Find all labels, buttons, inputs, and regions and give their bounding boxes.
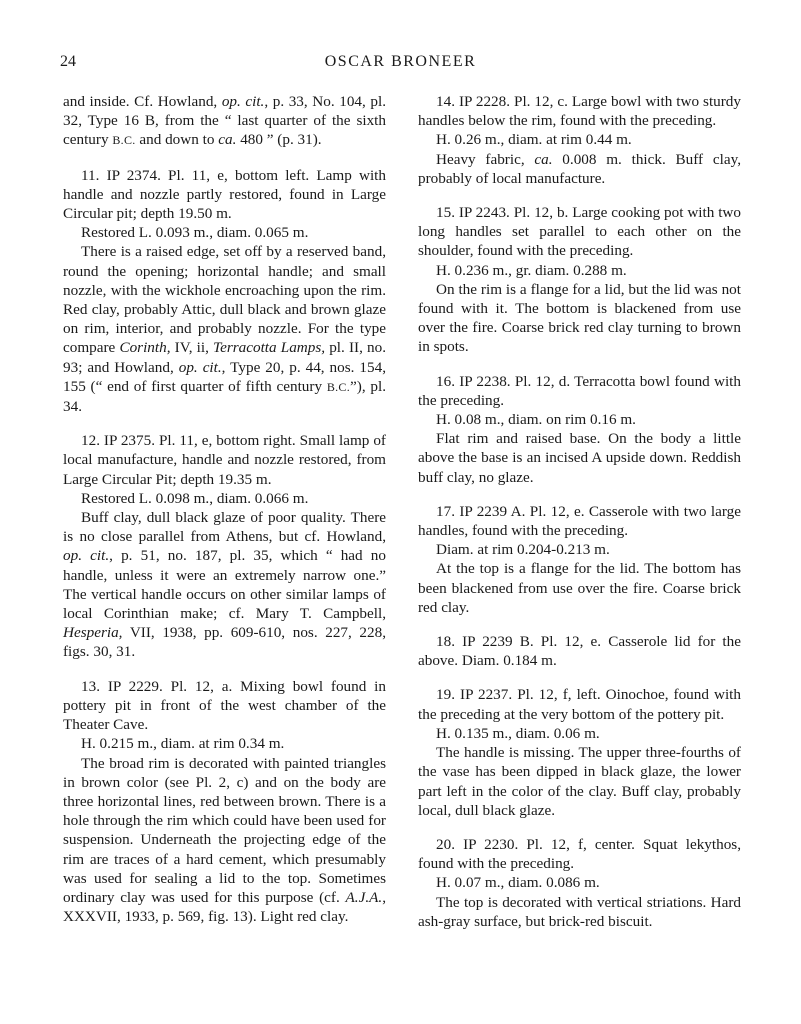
text-run: There is a raised edge, set off by a reserved band, round the opening; horizontal handle; and small nozzle, with the wickhole encroaching upon the rim. Red clay, probably Attic, dull black and brown glaze on rim, interior, and probably nozzle. For the type compare xyxy=(63,243,386,357)
entry-description: The handle is missing. The upper three-fourths of the vase has been dipped in black glaze, the lower part left in the color of the clay. Buff clay, probably local, dull black glaze. xyxy=(418,744,741,819)
smallcaps-run: B.C. xyxy=(112,133,136,148)
entry-heading: 20. IP 2230. Pl. 12, f, center. Squat lekythos, found with the preceding. xyxy=(418,835,741,873)
entry-description: At the top is a flange for the lid. The bottom has been blackened from use over the fire. Coarse brick red clay. xyxy=(418,560,741,616)
entry-measurements: H. 0.08 m., diam. on rim 0.16 m. xyxy=(436,411,636,429)
italic-run: ca. xyxy=(534,150,553,168)
entry-heading: 13. IP 2229. Pl. 12, a. Mixing bowl found in pottery pit in front of the west chamber of the Theater Cave. xyxy=(63,677,386,734)
entry-18 xyxy=(418,632,741,670)
text-run: VII, 1938, pp. 609-610, nos. 227, 228, figs. 30, 31. xyxy=(63,624,386,661)
entry-heading: 18. IP 2239 B. Pl. 12, e. Casserole lid for the above. Diam. 0.184 m. xyxy=(418,633,741,670)
entry-measurements: Restored L. 0.093 m., diam. 0.065 m. xyxy=(81,224,309,242)
entry-description xyxy=(63,508,386,662)
page-number: 24 xyxy=(60,53,76,70)
entry-19 xyxy=(418,685,741,819)
entry-measurements: Restored L. 0.098 m., diam. 0.066 m. xyxy=(81,489,309,507)
entry-measurements: H. 0.236 m., gr. diam. 0.288 m. xyxy=(436,261,627,279)
entry-20 xyxy=(418,835,741,931)
page-header xyxy=(60,53,741,77)
entry-heading: 14. IP 2228. Pl. 12, c. Large bowl with two sturdy handles below the rim, found with the preceding. xyxy=(418,93,741,130)
text-run: 480 ” (p. 31). xyxy=(236,131,322,149)
entry-heading: 19. IP 2237. Pl. 12, f, left. Oinochoe, found with the preceding at the very bottom of the pottery pit. xyxy=(418,686,741,723)
entry-description: On the rim is a flange for a lid, but the lid was not found with it. The bottom is blackened from use over the fire. Coarse brick red clay turning to brown in spots. xyxy=(418,280,741,356)
entry-description: The top is decorated with vertical striations. Hard ash-gray surface, but brick-red biscuit. xyxy=(418,893,741,930)
text-run: Heavy fabric, xyxy=(436,150,535,168)
entry-heading: 11. IP 2374. Pl. 11, e, bottom left. Lamp with handle and nozzle partly restored, found in Large Circular pit; depth 19.50 m. xyxy=(63,166,386,223)
text-run: ”), pl. 34. xyxy=(63,377,386,416)
italic-run: op. cit. xyxy=(63,547,110,565)
text-run: pl. II, no. 93; and Howland, xyxy=(63,339,386,376)
italic-run: Terracotta Lamps, xyxy=(213,339,326,357)
text-run: and down to xyxy=(135,131,219,149)
entry-13 xyxy=(63,677,386,927)
entry-measurements: H. 0.07 m., diam. 0.086 m. xyxy=(436,874,600,892)
text-run: , XXXVII, 1933, p. 569, fig. 13). Light red clay. xyxy=(63,888,386,926)
entry-description xyxy=(418,150,741,188)
text-run: , Type 20, p. 44, nos. 154, 155 (“ end of first quarter of fifth century xyxy=(63,358,387,395)
entry-measurements: H. 0.135 m., diam. 0.06 m. xyxy=(436,724,600,742)
italic-run: Hesperia, xyxy=(63,624,123,642)
italic-run: Corinth, xyxy=(119,339,171,357)
italic-run: ca. xyxy=(218,131,237,149)
italic-run: op. cit. xyxy=(178,358,222,376)
running-title: OSCAR BRONEER xyxy=(324,53,477,70)
entry-14 xyxy=(418,92,741,188)
text-run: , p. 33, No. 104, pl. 32, Type 16 B, from the “ last quarter of the sixth century xyxy=(63,93,387,149)
entry-11 xyxy=(63,166,386,417)
entry-description: Flat rim and raised base. On the body a little above the base is an incised A upside down. Reddish buff clay, no glaze. xyxy=(418,430,741,486)
right-column xyxy=(418,92,741,946)
text-run: The broad rim is decorated with painted triangles in brown color (see Pl. 2, c) and on the body are three horizontal lines, red between brown. There is a hole through the rim which could have been used for suspension. Underneath the projecting edge of the rim are traces of a hard cement, which presumably was used for sealing a lid to the top. Sometimes ordinary clay was used for this purpose (cf. xyxy=(63,754,386,906)
entry-description xyxy=(63,242,386,416)
entry-17 xyxy=(418,502,741,617)
left-column xyxy=(63,92,386,941)
entry-heading: 16. IP 2238. Pl. 12, d. Terracotta bowl found with the preceding. xyxy=(418,372,741,409)
text-run: 0.008 m. thick. Buff clay, probably of local manufacture. xyxy=(418,150,741,187)
italic-run: A.J.A. xyxy=(345,888,383,906)
continuation-paragraph xyxy=(63,92,386,151)
text-run: , p. 51, no. 187, pl. 35, which “ had no handle, unless it were an extremely narrow one.” The vertical handle occurs on other similar lamps of local Corinthian make; cf. Mary T. Campbell, xyxy=(63,547,386,623)
entry-16 xyxy=(418,372,741,487)
entry-description xyxy=(63,754,386,927)
italic-run: op. cit. xyxy=(221,93,265,110)
text-run: IV, ii, xyxy=(170,339,214,357)
entry-10-continuation xyxy=(63,92,386,151)
entry-15 xyxy=(418,203,741,357)
entry-measurements: Diam. at rim 0.204-0.213 m. xyxy=(436,541,610,559)
entry-12 xyxy=(63,431,386,661)
entry-heading: 17. IP 2239 A. Pl. 12, e. Casserole with two large handles, found with the preceding. xyxy=(418,502,741,540)
entry-measurements: H. 0.215 m., diam. at rim 0.34 m. xyxy=(81,735,285,753)
text-run: and inside. Cf. Howland, xyxy=(63,93,222,110)
smallcaps-run: B.C. xyxy=(326,379,351,394)
entry-measurements: H. 0.26 m., diam. at rim 0.44 m. xyxy=(436,131,632,149)
entry-heading: 12. IP 2375. Pl. 11, e, bottom right. Small lamp of local manufacture, handle and nozzle restored, from Large Circular Pit; depth 19.35 m. xyxy=(63,432,386,488)
entry-heading: 15. IP 2243. Pl. 12, b. Large cooking pot with two long handles set parallel to each other on the shoulder, found with the preceding. xyxy=(418,204,741,260)
text-run: Buff clay, dull black glaze of poor quality. There is no close parallel from Athens, but cf. Howland, xyxy=(63,509,386,546)
